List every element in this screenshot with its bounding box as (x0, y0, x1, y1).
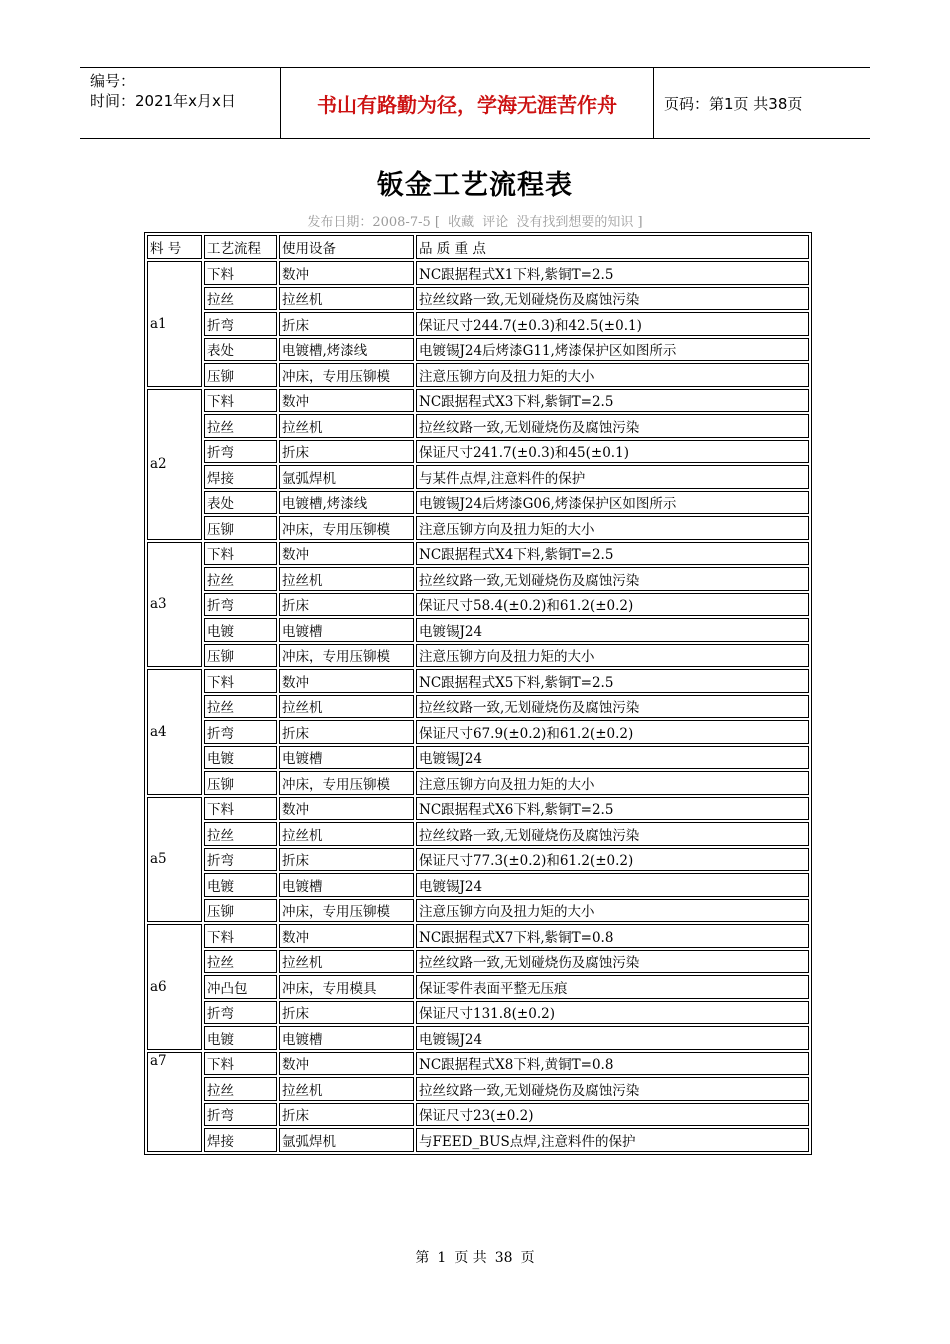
table-row (147, 618, 809, 642)
time-label: 时间：2021年x月x日 (90, 92, 236, 110)
quality-cell: 保证尺寸241.7(±0.3)和45(±0.1) (416, 440, 809, 464)
process-table-wrapper (144, 232, 812, 1155)
table-row (147, 338, 809, 362)
table-row (147, 567, 809, 591)
process-cell: 焊接 (204, 1128, 277, 1152)
process-cell: 拉丝 (204, 695, 277, 719)
quality-cell: 拉丝纹路一致,无划碰烧伤及腐蚀污染 (416, 695, 809, 719)
quality-cell: 保证尺寸23(±0.2) (416, 1103, 809, 1127)
process-cell: 下料 (204, 542, 277, 566)
quality-cell: NC跟据程式X5下料,紫铜T=2.5 (416, 669, 809, 693)
table-row (147, 593, 809, 617)
equipment-cell: 折床 (279, 1103, 414, 1127)
quality-cell: 保证尺寸77.3(±0.2)和61.2(±0.2) (416, 848, 809, 872)
process-cell: 压铆 (204, 899, 277, 923)
equipment-cell: 拉丝机 (279, 567, 414, 591)
header-process: 工艺流程 (204, 235, 277, 259)
process-cell: 压铆 (204, 771, 277, 795)
part-number-cell: a6 (147, 924, 202, 1050)
table-row (147, 287, 809, 311)
quality-cell: 电镀锡J24 (416, 873, 809, 897)
publish-date: 发布日期：2008-7-5 [ (307, 215, 440, 230)
equipment-cell: 电镀槽 (279, 618, 414, 642)
quality-cell: 保证尺寸131.8(±0.2) (416, 1001, 809, 1025)
process-cell: 下料 (204, 669, 277, 693)
part-number-cell: a7 (147, 1052, 202, 1152)
process-cell: 拉丝 (204, 414, 277, 438)
quality-cell: NC跟据程式X3下料,紫铜T=2.5 (416, 389, 809, 413)
process-table-body (147, 235, 809, 1152)
table-row (147, 1077, 809, 1101)
table-row (147, 695, 809, 719)
quality-cell: 保证尺寸58.4(±0.2)和61.2(±0.2) (416, 593, 809, 617)
equipment-cell: 折床 (279, 720, 414, 744)
part-number-cell: a2 (147, 389, 202, 540)
quality-cell: 注意压铆方向及扭力矩的大小 (416, 771, 809, 795)
quality-cell: NC跟据程式X7下料,紫铜T=0.8 (416, 924, 809, 948)
header-left (80, 68, 281, 138)
process-cell: 电镀 (204, 746, 277, 770)
quality-cell: 电镀锡J24后烤漆G06,烤漆保护区如图所示 (416, 491, 809, 515)
quality-cell: 拉丝纹路一致,无划碰烧伤及腐蚀污染 (416, 1077, 809, 1101)
quality-cell: 注意压铆方向及扭力矩的大小 (416, 899, 809, 923)
table-row (147, 1103, 809, 1127)
equipment-cell: 拉丝机 (279, 695, 414, 719)
equipment-cell: 数冲 (279, 542, 414, 566)
header-part-no: 料 号 (147, 235, 202, 259)
process-cell: 下料 (204, 261, 277, 285)
process-cell: 下料 (204, 389, 277, 413)
process-cell: 下料 (204, 1052, 277, 1076)
table-row (147, 491, 809, 515)
table-row (147, 720, 809, 744)
table-row (147, 899, 809, 923)
equipment-cell: 折床 (279, 440, 414, 464)
process-cell: 焊接 (204, 465, 277, 489)
table-row (147, 363, 809, 387)
part-number-cell: a3 (147, 542, 202, 668)
equipment-cell: 电镀槽,烤漆线 (279, 338, 414, 362)
equipment-cell: 拉丝机 (279, 1077, 414, 1101)
process-cell: 下料 (204, 797, 277, 821)
equipment-cell: 冲床，专用压铆模 (279, 516, 414, 540)
quality-cell: 电镀锡J24 (416, 1026, 809, 1050)
table-row (147, 669, 809, 693)
quality-cell: NC跟据程式X8下料,黄铜T=0.8 (416, 1052, 809, 1076)
table-row (147, 542, 809, 566)
equipment-cell: 电镀槽 (279, 873, 414, 897)
process-cell: 冲凸包 (204, 975, 277, 999)
process-cell: 折弯 (204, 1001, 277, 1025)
header-quality: 品 质 重 点 (416, 235, 809, 259)
table-row (147, 516, 809, 540)
table-row (147, 1026, 809, 1050)
quality-cell: 拉丝纹路一致,无划碰烧伤及腐蚀污染 (416, 414, 809, 438)
equipment-cell: 数冲 (279, 924, 414, 948)
quality-cell: 拉丝纹路一致,无划碰烧伤及腐蚀污染 (416, 567, 809, 591)
table-row (147, 1052, 809, 1076)
table-row (147, 797, 809, 821)
equipment-cell: 数冲 (279, 261, 414, 285)
equipment-cell: 折床 (279, 1001, 414, 1025)
page-header (80, 67, 870, 139)
process-cell: 拉丝 (204, 287, 277, 311)
equipment-cell: 氩弧焊机 (279, 1128, 414, 1152)
footer-mid: 页 共 (454, 1250, 487, 1266)
process-cell: 表处 (204, 491, 277, 515)
table-row (147, 771, 809, 795)
equipment-cell: 折床 (279, 312, 414, 336)
process-cell: 折弯 (204, 1103, 277, 1127)
quality-cell: 保证零件表面平整无压痕 (416, 975, 809, 999)
quality-cell: 拉丝纹路一致,无划碰烧伤及腐蚀污染 (416, 822, 809, 846)
equipment-cell: 冲床，专用压铆模 (279, 771, 414, 795)
quality-cell: NC跟据程式X4下料,紫铜T=2.5 (416, 542, 809, 566)
equipment-cell: 电镀槽,烤漆线 (279, 491, 414, 515)
process-cell: 拉丝 (204, 1077, 277, 1101)
process-cell: 压铆 (204, 644, 277, 668)
equipment-cell: 数冲 (279, 389, 414, 413)
table-row (147, 746, 809, 770)
part-number-cell: a4 (147, 669, 202, 795)
process-cell: 折弯 (204, 312, 277, 336)
equipment-cell: 冲床，专用压铆模 (279, 899, 414, 923)
equipment-cell: 拉丝机 (279, 414, 414, 438)
table-row (147, 644, 809, 668)
equipment-cell: 冲床，专用压铆模 (279, 363, 414, 387)
quality-cell: NC跟据程式X6下料,紫铜T=2.5 (416, 797, 809, 821)
not-found-link[interactable]: 没有找到想要的知识 ] (516, 215, 643, 230)
footer-total: 38 (494, 1250, 513, 1266)
equipment-cell: 电镀槽 (279, 1026, 414, 1050)
table-row (147, 1001, 809, 1025)
process-cell: 电镀 (204, 618, 277, 642)
publish-line (0, 211, 950, 230)
table-row (147, 822, 809, 846)
equipment-cell: 氩弧焊机 (279, 465, 414, 489)
table-row (147, 440, 809, 464)
footer-last: 页 (520, 1250, 535, 1266)
equipment-cell: 折床 (279, 848, 414, 872)
process-cell: 拉丝 (204, 567, 277, 591)
process-cell: 压铆 (204, 516, 277, 540)
table-row (147, 924, 809, 948)
table-row (147, 389, 809, 413)
table-row (147, 261, 809, 285)
process-cell: 电镀 (204, 873, 277, 897)
equipment-cell: 拉丝机 (279, 287, 414, 311)
equipment-cell: 数冲 (279, 797, 414, 821)
equipment-cell: 拉丝机 (279, 822, 414, 846)
table-row (147, 465, 809, 489)
quality-cell: 电镀锡J24后烤漆G11,烤漆保护区如图所示 (416, 338, 809, 362)
process-cell: 表处 (204, 338, 277, 362)
quality-cell: NC跟据程式X1下料,紫铜T=2.5 (416, 261, 809, 285)
process-cell: 折弯 (204, 440, 277, 464)
comment-link[interactable]: 评论 (482, 215, 509, 230)
quality-cell: 与FEED_BUS点焊,注意料件的保护 (416, 1128, 809, 1152)
quality-cell: 保证尺寸244.7(±0.3)和42.5(±0.1) (416, 312, 809, 336)
equipment-cell: 电镀槽 (279, 746, 414, 770)
equipment-cell: 数冲 (279, 669, 414, 693)
process-cell: 拉丝 (204, 822, 277, 846)
table-row (147, 950, 809, 974)
table-row (147, 312, 809, 336)
page-footer (0, 1247, 950, 1267)
process-table (144, 232, 812, 1155)
table-row (147, 414, 809, 438)
part-number-cell: a5 (147, 797, 202, 923)
table-row (147, 848, 809, 872)
equipment-cell: 冲床，专用模具 (279, 975, 414, 999)
footer-page: 1 (437, 1250, 447, 1266)
equipment-cell: 拉丝机 (279, 950, 414, 974)
quality-cell: 电镀锡J24 (416, 746, 809, 770)
table-row (147, 975, 809, 999)
quality-cell: 拉丝纹路一致,无划碰烧伤及腐蚀污染 (416, 950, 809, 974)
process-cell: 电镀 (204, 1026, 277, 1050)
process-cell: 折弯 (204, 593, 277, 617)
process-cell: 折弯 (204, 720, 277, 744)
footer-first: 第 (415, 1250, 430, 1266)
process-cell: 折弯 (204, 848, 277, 872)
quality-cell: 注意压铆方向及扭力矩的大小 (416, 516, 809, 540)
quality-cell: 拉丝纹路一致,无划碰烧伤及腐蚀污染 (416, 287, 809, 311)
equipment-cell: 数冲 (279, 1052, 414, 1076)
quality-cell: 电镀锡J24 (416, 618, 809, 642)
quality-cell: 注意压铆方向及扭力矩的大小 (416, 644, 809, 668)
quality-cell: 保证尺寸67.9(±0.2)和61.2(±0.2) (416, 720, 809, 744)
table-header-row (147, 235, 809, 259)
process-cell: 拉丝 (204, 950, 277, 974)
part-number-cell: a1 (147, 261, 202, 387)
equipment-cell: 冲床，专用压铆模 (279, 644, 414, 668)
motto: 书山有路勤为径，学海无涯苦作舟 (281, 68, 654, 138)
quality-cell: 注意压铆方向及扭力矩的大小 (416, 363, 809, 387)
code-label: 编号： (90, 72, 136, 90)
process-cell: 下料 (204, 924, 277, 948)
equipment-cell: 折床 (279, 593, 414, 617)
header-equipment: 使用设备 (279, 235, 414, 259)
document-title: 钣金工艺流程表 (377, 170, 573, 201)
table-row (147, 1128, 809, 1152)
page-info: 页码：第1页 共38页 (664, 94, 803, 113)
table-row (147, 873, 809, 897)
quality-cell: 与某件点焊,注意料件的保护 (416, 465, 809, 489)
process-cell: 压铆 (204, 363, 277, 387)
collect-link[interactable]: 收藏 (448, 215, 475, 230)
